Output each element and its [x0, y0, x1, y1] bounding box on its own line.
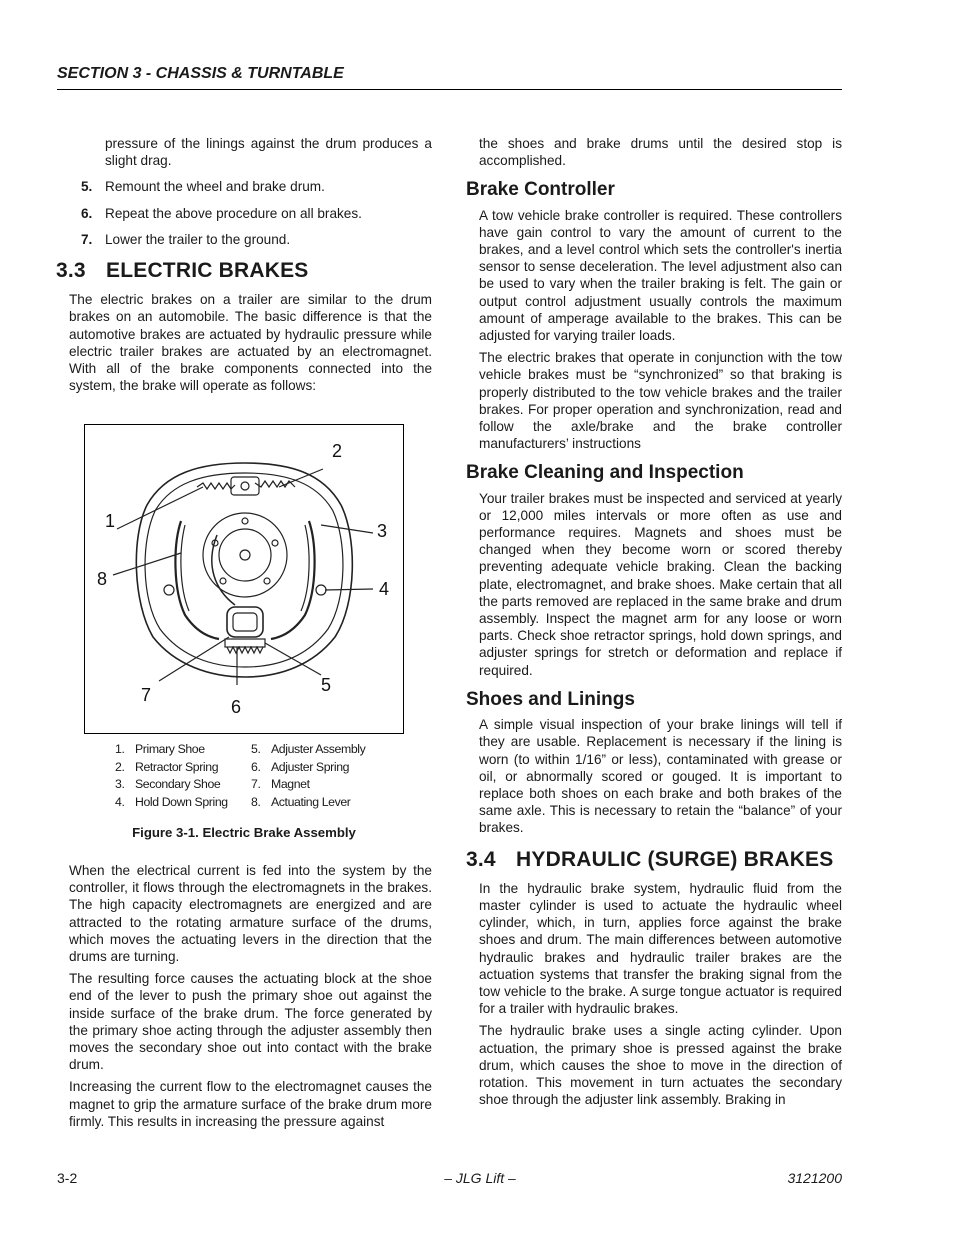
legend-item: 4. Hold Down Spring: [115, 794, 228, 809]
step-6: [69, 205, 432, 222]
callout-1: 1: [105, 511, 116, 531]
callout-3: 3: [377, 521, 388, 541]
legend-item: 3. Secondary Shoe: [115, 777, 221, 791]
legend-item: 2. Retractor Spring: [115, 759, 219, 774]
legend-item: 1. Primary Shoe: [115, 742, 205, 756]
step-continuation: pressure of the linings against the drum produces a slight drag.: [105, 136, 432, 169]
figure-caption: Figure 3-1. Electric Brake Assembly: [132, 825, 356, 840]
brake-cleaning-para1: Your trailer brakes must be inspected and serviced at yearly or 12,000 miles intervals or more often as use and performance requires. Magnets and shoes must be changed when they become worn or scored thereby preventing adequate vehicle braking. Clean the backing plate, electromagnet, and brake shoes. Make certain that all the parts removed are replaced in the same brake and drum assembly. Inspect the magnet arm for any loose or worn parts. Check shoe retractor springs, hold down springs, and adjuster springs for stretch or deformation and replace if required.: [479, 490, 842, 678]
footer-brand: – JLG Lift –: [444, 1170, 516, 1186]
shoes-linings-para1: A simple visual inspection of your brake linings will tell if they are usable. Replacement is necessary if the lining is worn (to within 1/16” or less), contaminated with grease or oil, or abnormally scored or gouged. It is important to replace both shoes on each brake and both brakes of the same axle. This is necessary to retain the “balance” of your brakes.: [479, 717, 842, 836]
legend-item: 8. Actuating Lever: [251, 794, 351, 809]
callout-4: 4: [379, 579, 390, 599]
right-column: [466, 135, 842, 1113]
electric-brakes-para2: The resulting force causes the actuating block at the shoe end of the lever to push the primary shoe out against the inside surface of the brake drum. The force generated by the primary shoe acting through the adjuster assembly then moves the secondary shoe out into contact with the brake drum.: [69, 971, 432, 1073]
callout-5: 5: [321, 675, 332, 695]
electric-brake-figure: [84, 424, 404, 734]
hydraulic-para2: The hydraulic brake uses a single acting cylinder. Upon actuation, the primary shoe is pressed against the brake drum, which causes the shoe to move in the direction of rotation. This movement in turn actuates the secondary shoe through the adjuster link assembly. Braking in: [479, 1023, 842, 1108]
brake-controller-para2: The electric brakes that operate in conjunction with the tow vehicle brakes must be “synchronized” so that braking is properly distributed to the tow vehicle brakes and the trailer brakes. For proper operation and synchronization, read and follow the axle/brake and the brake controller manufacturers’ instructions: [479, 350, 842, 452]
electric-brakes-intro: The electric brakes on a trailer are similar to the drum brakes on an automobile. The basic difference is that the automotive brakes are actuated by hydraulic pressure while electric trailer brakes are actuated by an electromagnet. With all of the brake components connected into the system, the brake will operate as follows:: [69, 292, 432, 394]
callout-6: 6: [231, 697, 242, 717]
page-number: 3-2: [57, 1170, 78, 1186]
electric-brakes-para1: When the electrical current is fed into the system by the controller, it flows through the electromagnets in the brakes. The high capacity electromagnets are energized and are attracted to the rotating armature surface of the drums, which moves the actuating levers in the direction that the drums are turning.: [69, 863, 432, 965]
step-number: 5.: [81, 179, 93, 195]
callout-7: 7: [141, 685, 152, 705]
brake-cleaning-heading: Brake Cleaning and Inspection: [466, 462, 744, 484]
brake-controller-para1: A tow vehicle brake controller is required. These controllers have gain control to vary the amount of current to the brakes, and a level control which sets the controller's inertia sensor to sense deceleration. The level adjustment also can be used to vary when the trailer braking is felt. The gain or output control adjustment usually controls the maximum amount of amperage available to the brakes. This can be adjusted for varying trailer loads.: [479, 207, 842, 344]
electric-brakes-para3: Increasing the current flow to the electromagnet causes the magnet to grip the armature surface of the brake drum more firmly. This results in increasing the pressure against: [69, 1079, 432, 1129]
step-5: [69, 178, 432, 195]
legend-item: 5. Adjuster Assembly: [251, 742, 366, 756]
section-title: ELECTRIC BRAKES: [106, 259, 309, 283]
document-number: 3121200: [787, 1170, 842, 1186]
section-header: SECTION 3 - CHASSIS & TURNTABLE: [57, 65, 344, 82]
brake-controller-heading: Brake Controller: [466, 179, 615, 201]
section-3-4-heading: [466, 847, 842, 871]
section-3-3-heading: [56, 259, 432, 283]
header-rule: [57, 89, 842, 90]
step-text: Repeat the above procedure on all brakes.: [105, 205, 362, 221]
shoes-linings-heading: Shoes and Linings: [466, 688, 635, 710]
callout-2: 2: [332, 441, 343, 461]
callout-8: 8: [97, 569, 108, 589]
step-number: 7.: [81, 231, 93, 247]
right-continuation: the shoes and brake drums until the desired stop is accomplished.: [479, 136, 842, 169]
section-number: 3.3: [56, 259, 86, 283]
left-column-lower: [69, 862, 432, 1135]
section-title: HYDRAULIC (SURGE) BRAKES: [516, 847, 834, 871]
hydraulic-para1: In the hydraulic brake system, hydraulic fluid from the master cylinder is used to actuate the hydraulic wheel cylinder, which, in turn, applies force against the brake shoes and drum. The main differences between automotive hydraulic brakes and hydraulic trailer brakes are the actuation systems that transfer the braking signal from the tow vehicle to the brake. A surge tongue actuator is required for a trailer with hydraulic brakes.: [479, 880, 842, 1017]
brake-assembly-drawing: [85, 425, 403, 733]
step-7: [69, 231, 432, 248]
left-column: [56, 135, 432, 399]
section-number: 3.4: [466, 847, 496, 871]
legend-item: 7. Magnet: [251, 777, 310, 791]
legend-item: 6. Adjuster Spring: [251, 759, 350, 774]
step-number: 6.: [81, 205, 93, 221]
step-text: Lower the trailer to the ground.: [105, 231, 291, 247]
step-text: Remount the wheel and brake drum.: [105, 179, 325, 195]
